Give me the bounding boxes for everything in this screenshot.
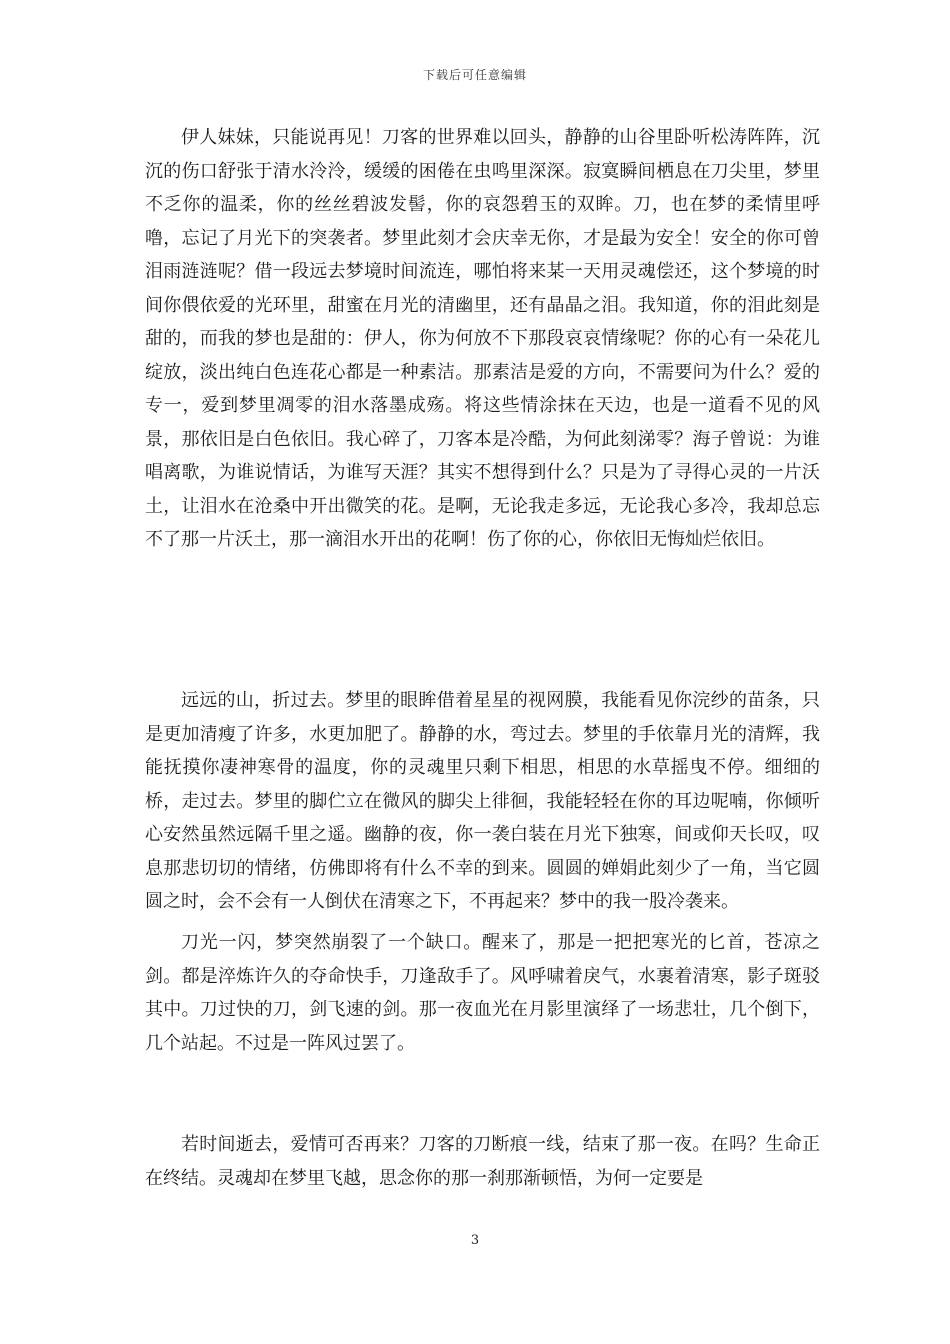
page-number: 3 <box>470 1233 480 1248</box>
paragraph: 刀光一闪，梦突然崩裂了一个缺口。醒来了，那是一把把寒光的匕首，苍凉之剑。都是淬炼许久的夺命快手，刀逢敌手了。风呼啸着戾气，水裹着清寒，影子斑驳其中。刀过快的刀，剑飞速的剑。那一夜血光在月影里演绎了一场悲壮，几个倒下，几个站起。不过是一阵风过罢了。 <box>145 932 820 1054</box>
paragraph: 若时间逝去，爱情可否再来？刀客的刀断痕一线，结束了那一夜。在吗？生命正在终结。灵魂却在梦里飞越，思念你的那一刹那渐顿悟，为何一定要是 <box>145 1134 820 1189</box>
page-header: 下载后可任意编辑 <box>422 68 527 82</box>
paragraph: 远远的山，折过去。梦里的眼眸借着星星的视网膜，我能看见你浣纱的苗条，只是更加清瘦了许多，水更加肥了。静静的水，弯过去。梦里的手依靠月光的清辉，我能抚摸你凄神寒骨的温度，你的灵魂里只剩下相思，相思的水草摇曳不停。细细的桥，走过去。梦里的脚伫立在微风的脚尖上徘徊，我能轻轻在你的耳边呢喃，你倾听心安然虽然远隔千里之遥。幽静的夜，你一袭白装在月光下独寒，间或仰天长叹，叹息那悲切切的情绪，仿佛即将有什么不幸的到来。圆圆的婵娟此刻少了一角，当它圆圆之时，会不会有一人倒伏在清寒之下，不再起来？梦中的我一股冷袭来。 <box>145 690 820 912</box>
paragraph: 伊人妹妹，只能说再见！刀客的世界难以回头，静静的山谷里卧听松涛阵阵，沉沉的伤口舒张于清水泠泠，缓缓的困倦在虫鸣里深深。寂寞瞬间栖息在刀尖里，梦里不乏你的温柔，你的丝丝碧波发髻，你的哀怨碧玉的双眸。刀，也在梦的柔情里呼噜，忘记了月光下的突袭者。梦里此刻才会庆幸无你，才是最为安全！安全的你可曾泪雨涟涟呢？借一段远去梦境时间流连，哪怕将来某一天用灵魂偿还，这个梦境的时间你偎依爱的光环里，甜蜜在月光的清幽里，还有晶晶之泪。我知道，你的泪此刻是甜的，而我的梦也是甜的：伊人，你为何放不下那段哀哀情缘呢？你的心有一朵花儿绽放，淡出纯白色连花心都是一种素洁。那素洁是爱的方向，不需要问为什么？爱的专一，爱到梦里凋零的泪水落墨成殇。将这些情涂抹在天边，也是一道看不见的风景，那依旧是白色依旧。我心碎了，刀客本是冷酷，为何此刻涕零？海子曾说：为谁唱离歌，为谁说情话，为谁写天涯？其实不想得到什么？只是为了寻得心灵的一片沃土，让泪水在沧桑中开出微笑的花。是啊，无论我走多远，无论我心多冷，我却总忘不了那一片沃土，那一滴泪水开出的花啊！伤了你的心，你依旧无悔灿烂依旧。 <box>145 127 820 550</box>
